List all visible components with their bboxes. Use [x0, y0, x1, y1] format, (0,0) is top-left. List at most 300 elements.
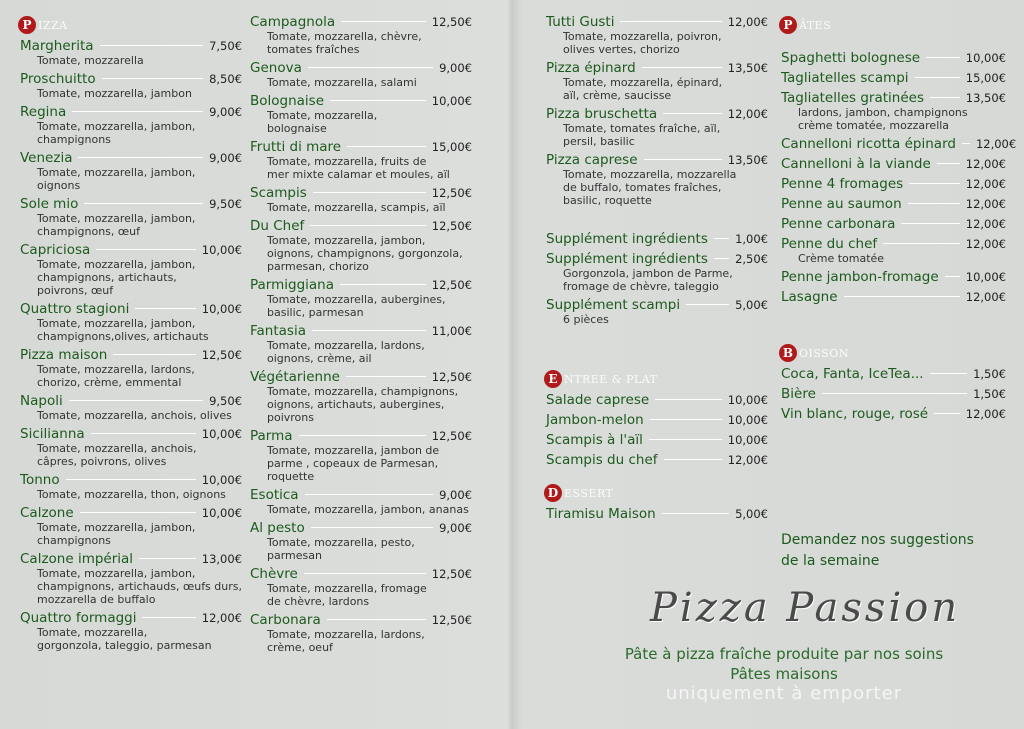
menu-item-name: Coca, Fanta, IceTea...	[781, 366, 924, 382]
menu-item-name: Campagnola	[250, 14, 336, 30]
section-title: OISSON	[799, 347, 849, 360]
menu-item-price: 9,50€	[209, 394, 242, 408]
menu-item	[20, 38, 242, 67]
menu-item-description: 6 pièces	[563, 313, 609, 326]
spacer	[546, 472, 768, 482]
menu-item-name: Frutti di mare	[250, 139, 342, 155]
menu-item-line	[546, 297, 768, 313]
menu-item-description: Tomate, tomates fraîche, aïl,	[563, 122, 721, 135]
menu-item-name: Spaghetti bolognese	[781, 50, 921, 66]
menu-item-description: de buffalo, tomates fraîches,	[563, 181, 722, 194]
menu-item-description: oignons, champignons, gorgonzola,	[267, 247, 463, 260]
menu-item-line	[546, 14, 768, 30]
pizza-list-1	[20, 38, 242, 652]
menu-item-line	[781, 136, 1017, 152]
menu-item-line	[20, 426, 242, 442]
spacer	[546, 330, 768, 368]
menu-item-price: 10,00€	[201, 506, 242, 520]
menu-item-description: basilic, roquette	[563, 194, 652, 207]
menu-item-description: Tomate, mozzarella, jambon,	[37, 212, 196, 225]
leader-line	[926, 57, 960, 58]
menu-item-name: Scampis du chef	[546, 452, 658, 468]
menu-item	[781, 90, 1006, 132]
menu-item-description: champignons	[37, 534, 111, 547]
menu-item-description: câpres, poivrons, olives	[37, 455, 167, 468]
menu-item-name: Cannelloni à la viande	[781, 156, 931, 172]
menu-item	[20, 347, 242, 389]
menu-item-price: 10,00€	[431, 94, 472, 108]
menu-item-price: 10,00€	[201, 302, 242, 316]
pizza-column-2	[250, 14, 472, 658]
menu-item-price: 12,00€	[727, 453, 768, 467]
menu-item-price: 9,00€	[439, 61, 472, 75]
menu-item-description: Tomate, mozzarella,	[267, 109, 378, 122]
leader-line	[714, 238, 729, 239]
leader-line	[308, 67, 433, 68]
menu-item-line	[250, 323, 472, 339]
menu-item-line	[20, 393, 242, 409]
menu-item-name: Esotica	[250, 487, 299, 503]
menu-item-description: Tomate, mozzarella, jambon,	[37, 258, 196, 271]
menu-item	[781, 236, 1006, 265]
menu-item	[250, 520, 472, 562]
menu-item-description: poivrons	[267, 411, 314, 424]
leader-line	[934, 413, 960, 414]
menu-item	[250, 60, 472, 89]
menu-item-price: 1,00€	[735, 232, 768, 246]
leader-line	[822, 393, 967, 394]
menu-item-price: 12,50€	[431, 278, 472, 292]
menu-item-line	[781, 50, 1006, 66]
menu-item-name: Supplément ingrédients	[546, 231, 708, 247]
leader-line	[930, 97, 960, 98]
menu-item-price: 12,00€	[965, 217, 1006, 231]
menu-item-price: 9,00€	[439, 488, 472, 502]
menu-item-line	[546, 412, 768, 428]
menu-item-price: 10,00€	[965, 51, 1006, 65]
section-title: IZZA	[38, 19, 68, 32]
menu-item-name: Quattro formaggi	[20, 610, 137, 626]
menu-item-name: Parma	[250, 428, 293, 444]
menu-item-price: 12,50€	[431, 567, 472, 581]
menu-item-description: mer mixte calamar et moules, aïl	[267, 168, 450, 181]
menu-item-line	[20, 347, 242, 363]
menu-item-name: Fantasia	[250, 323, 306, 339]
menu-item-description: poivrons, œuf	[37, 284, 114, 297]
menu-item-price: 13,00€	[201, 552, 242, 566]
menu-item-price: 9,00€	[439, 521, 472, 535]
leader-line	[340, 284, 426, 285]
leader-line	[304, 573, 426, 574]
pizza-list-3	[546, 14, 768, 207]
menu-item-price: 15,00€	[431, 140, 472, 154]
menu-item-line	[546, 106, 768, 122]
menu-item-description: champignons,olives, artichauts	[37, 330, 209, 343]
menu-item-description: Tomate, mozzarella, jambon,	[267, 234, 426, 247]
menu-item-description: Tomate, mozzarella, jambon,	[37, 166, 196, 179]
menu-item	[20, 150, 242, 192]
menu-item-name: Jambon-melon	[546, 412, 644, 428]
boisson-list	[781, 366, 1006, 422]
menu-item-name: Regina	[20, 104, 67, 120]
leader-line	[80, 512, 196, 513]
pizza-list-2	[250, 14, 472, 654]
menu-item-description: crème, oeuf	[267, 641, 333, 654]
menu-item-line	[250, 369, 472, 385]
spacer	[546, 211, 768, 231]
menu-item-name: Cannelloni ricotta épinard	[781, 136, 956, 152]
pizza-column-1	[20, 14, 242, 656]
menu-item	[20, 71, 242, 100]
suggestion-line-2: de la semaine	[781, 553, 880, 569]
menu-item-name: Margherita	[20, 38, 94, 54]
leader-line	[930, 373, 967, 374]
leader-line	[937, 163, 960, 164]
menu-item	[250, 369, 472, 424]
leader-line	[662, 513, 729, 514]
menu-item-price: 12,00€	[965, 177, 1006, 191]
leader-line	[650, 419, 722, 420]
menu-item-description: parmesan, chorizo	[267, 260, 369, 273]
weekly-suggestion	[781, 530, 1001, 572]
menu-item	[781, 196, 1006, 212]
menu-item-description: Tomate, mozzarella, champignons,	[267, 385, 459, 398]
menu-item-description: Tomate, mozzarella, lardons,	[267, 339, 425, 352]
menu-item-name: Penne au saumon	[781, 196, 902, 212]
leader-line	[299, 435, 426, 436]
leader-line	[69, 400, 203, 401]
menu-item	[546, 106, 768, 148]
menu-item-description: bolognaise	[267, 122, 327, 135]
menu-item-name: Pizza maison	[20, 347, 108, 363]
menu-item-line	[546, 231, 768, 247]
menu-item-description: Crème tomatée	[798, 252, 885, 265]
menu-item-description: Tomate, mozzarella, mozzarella	[563, 168, 737, 181]
menu-item-price: 12,50€	[201, 348, 242, 362]
menu-item-line	[250, 612, 472, 628]
leader-line	[84, 203, 203, 204]
menu-item-price: 12,00€	[965, 290, 1006, 304]
menu-item-name: Calzone	[20, 505, 74, 521]
leader-line	[962, 143, 970, 144]
menu-item	[20, 426, 242, 468]
menu-item	[250, 323, 472, 365]
menu-item-price: 12,00€	[965, 407, 1006, 421]
leader-line	[330, 100, 426, 101]
section-badge: D	[544, 484, 562, 502]
menu-item-line	[20, 196, 242, 212]
menu-item-name: Penne 4 fromages	[781, 176, 904, 192]
menu-item-name: Bière	[781, 386, 816, 402]
menu-item-description: oignons	[37, 179, 81, 192]
menu-item-price: 9,50€	[209, 197, 242, 211]
menu-item-name: Quattro stagioni	[20, 301, 130, 317]
menu-item	[250, 566, 472, 608]
menu-item	[20, 104, 242, 146]
menu-item	[546, 251, 768, 293]
menu-item-price: 12,50€	[431, 219, 472, 233]
pates-column	[781, 14, 1017, 426]
menu-item-description: parme , copeaux de Parmesan,	[267, 457, 439, 470]
menu-item-price: 12,00€	[965, 197, 1006, 211]
menu-item	[250, 185, 472, 214]
menu-item	[781, 156, 1006, 172]
menu-item-name: Penne du chef	[781, 236, 878, 252]
menu-item-description: basilic, parmesan	[267, 306, 364, 319]
menu-item-price: 12,00€	[975, 137, 1017, 151]
menu-item-line	[781, 156, 1006, 172]
menu-item	[20, 301, 242, 343]
menu-item-price: 10,00€	[201, 473, 242, 487]
menu-item-line	[250, 520, 472, 536]
leader-line	[100, 45, 204, 46]
menu-item-name: Napoli	[20, 393, 63, 409]
menu-item-line	[250, 139, 472, 155]
menu-item-price: 10,00€	[727, 393, 768, 407]
menu-item-name: Pizza caprese	[546, 152, 638, 168]
menu-item	[250, 93, 472, 135]
menu-item-description: Gorgonzola, jambon de Parme,	[563, 267, 733, 280]
menu-item-line	[20, 505, 242, 521]
menu-item-line	[781, 289, 1006, 305]
menu-item-description: Tomate, mozzarella, jambon,	[37, 567, 196, 580]
menu-item-name: Tonno	[20, 472, 60, 488]
leader-line	[655, 399, 722, 400]
menu-item-description: tomates fraîches	[267, 43, 360, 56]
menu-item-price: 15,00€	[965, 71, 1006, 85]
menu-item-description: olives vertes, chorizo	[563, 43, 680, 56]
menu-item-description: oignons, crème, ail	[267, 352, 372, 365]
menu-item	[20, 505, 242, 547]
menu-item-description: Tomate, mozzarella, scampis, aïl	[267, 201, 446, 214]
menu-item-price: 12,50€	[431, 186, 472, 200]
menu-item	[781, 289, 1006, 305]
leader-line	[663, 113, 722, 114]
menu-item	[20, 393, 242, 422]
leader-line	[102, 78, 203, 79]
menu-item-description: Tomate, mozzarella, jambon de	[267, 444, 440, 457]
menu-item	[546, 506, 768, 522]
leader-line	[311, 527, 433, 528]
menu-item	[546, 412, 768, 428]
leader-line	[313, 192, 426, 193]
tagline-line-2: Pâtes maisons	[730, 665, 838, 683]
spacer	[781, 309, 1006, 342]
menu-item-line	[250, 93, 472, 109]
menu-item-name: Genova	[250, 60, 302, 76]
tagline-line-3: uniquement à emporter	[665, 683, 903, 704]
menu-item-line	[781, 176, 1006, 192]
leader-line	[78, 157, 203, 158]
leader-line	[844, 296, 960, 297]
menu-item-price: 8,50€	[209, 72, 242, 86]
menu-item-name: Al pesto	[250, 520, 305, 536]
menu-item-line	[20, 104, 242, 120]
menu-item-name: Pizza épinard	[546, 60, 636, 76]
menu-item-price: 12,50€	[431, 15, 472, 29]
leader-line	[915, 77, 960, 78]
menu-item-price: 10,00€	[727, 433, 768, 447]
menu-item	[250, 139, 472, 181]
menu-item-description: champignons	[37, 133, 111, 146]
menu-item-description: Tomate, mozzarella, lardons,	[267, 628, 425, 641]
menu-item-name: Végétarienne	[250, 369, 340, 385]
menu-item-line	[781, 90, 1006, 106]
menu-item	[20, 551, 242, 606]
menu-item-line	[781, 236, 1006, 252]
menu-item-line	[781, 70, 1006, 86]
menu-item-line	[546, 506, 768, 522]
menu-item-description: chorizo, crème, emmental	[37, 376, 182, 389]
section-title: NTREE & PLAT	[564, 373, 658, 386]
menu-item-description: champignons, artichauds, œufs durs,	[37, 580, 242, 593]
menu-item-name: Calzone impérial	[20, 551, 134, 567]
brand-logo: Pizza Passion	[650, 585, 961, 631]
menu-item-price: 10,00€	[727, 413, 768, 427]
menu-item-line	[781, 406, 1006, 422]
menu-item-line	[250, 566, 472, 582]
section-title: ÂTES	[799, 19, 832, 32]
menu-item-description: Tomate, mozzarella, anchois,	[37, 442, 197, 455]
menu-item	[781, 70, 1006, 86]
menu-item	[546, 231, 768, 247]
menu-item-name: Tiramisu Maison	[546, 506, 656, 522]
menu-item-name: Proschuitto	[20, 71, 96, 87]
menu-item-line	[250, 428, 472, 444]
menu-item	[250, 218, 472, 273]
menu-item	[20, 472, 242, 501]
section-header-pates	[781, 14, 1006, 36]
menu-item-price: 12,00€	[965, 237, 1006, 251]
menu-item-price: 5,00€	[735, 298, 768, 312]
leader-line	[113, 354, 195, 355]
menu-item-price: 13,50€	[727, 61, 768, 75]
menu-item-price: 13,50€	[727, 153, 768, 167]
menu-item-description: Tomate, mozzarella, jambon,	[37, 521, 196, 534]
menu-item-name: Salade caprese	[546, 392, 650, 408]
menu-item-description: Tomate, mozzarella, anchois, olives	[37, 409, 232, 422]
leader-line	[908, 203, 960, 204]
menu-item-price: 5,00€	[735, 507, 768, 521]
menu-item-description: roquette	[267, 470, 315, 483]
section-header-boisson	[781, 342, 1006, 364]
section-badge: E	[544, 370, 562, 388]
menu-item-line	[546, 60, 768, 76]
section-header-entree	[546, 368, 768, 390]
menu-item-name: Bolognaise	[250, 93, 325, 109]
suggestion-line-1: Demandez nos suggestions	[781, 532, 974, 548]
menu-item-price: 1,50€	[973, 387, 1006, 401]
menu-item-line	[250, 277, 472, 293]
menu-item-description: Tomate, mozzarella, jambon	[37, 87, 192, 100]
entree-list	[546, 392, 768, 468]
menu-item-line	[20, 242, 242, 258]
menu-item-price: 2,50€	[735, 252, 768, 266]
menu-item-name: Scampis à l'aïl	[546, 432, 643, 448]
menu-item-description: Tomate, mozzarella, jambon,	[37, 120, 196, 133]
leader-line	[341, 21, 426, 22]
menu-item-price: 10,00€	[201, 243, 242, 257]
menu-item-line	[250, 14, 472, 30]
menu-item-name: Vin blanc, rouge, rosé	[781, 406, 929, 422]
menu-item-description: lardons, jambon, champignons	[798, 106, 968, 119]
menu-item	[20, 242, 242, 297]
menu-item-description: Tomate, mozzarella, aubergines,	[267, 293, 446, 306]
leader-line	[72, 111, 203, 112]
section-header-pizza	[20, 14, 242, 36]
menu-item-description: Tomate, mozzarella, jambon,	[37, 317, 196, 330]
menu-item-description: Tomate, mozzarella, thon, oignons	[37, 488, 226, 501]
menu-item-description: champignons, artichauts,	[37, 271, 177, 284]
leader-line	[714, 258, 729, 259]
menu-item	[546, 452, 768, 468]
menu-item	[781, 216, 1006, 232]
menu-item-line	[546, 152, 768, 168]
menu-item-line	[781, 386, 1006, 402]
menu-item-name: Tagliatelles scampi	[781, 70, 909, 86]
menu-item-line	[546, 392, 768, 408]
menu-item-description: persil, basilic	[563, 135, 635, 148]
leader-line	[305, 494, 434, 495]
menu-item-description: Tomate, mozzarella, jambon, ananas	[267, 503, 469, 516]
menu-item-price: 12,00€	[727, 15, 768, 29]
menu-item-price: 12,50€	[431, 613, 472, 627]
menu-item-line	[20, 301, 242, 317]
tagline	[566, 644, 1002, 704]
menu-item-name: Tutti Gusti	[546, 14, 615, 30]
menu-item-name: Capriciosa	[20, 242, 91, 258]
menu-item	[546, 152, 768, 207]
menu-item	[781, 50, 1006, 66]
menu-item-price: 10,00€	[201, 427, 242, 441]
menu-item	[546, 432, 768, 448]
menu-item-description: Tomate, mozzarella, poivron,	[563, 30, 722, 43]
menu-item-line	[781, 196, 1006, 212]
menu-item	[781, 406, 1006, 422]
menu-item-name: Du Chef	[250, 218, 305, 234]
menu-item-description: mozzarella de buffalo	[37, 593, 156, 606]
leader-line	[909, 183, 960, 184]
section-header-dessert	[546, 482, 768, 504]
leader-line	[312, 330, 426, 331]
menu-item-name: Sole mio	[20, 196, 79, 212]
menu-item-line	[20, 472, 242, 488]
menu-item-name: Penne jambon-fromage	[781, 269, 939, 285]
menu-item-line	[250, 60, 472, 76]
menu-item-line	[546, 452, 768, 468]
menu-item-line	[20, 150, 242, 166]
menu-item-description: crème tomatée, mozzarella	[798, 119, 950, 132]
menu-item-description: gorgonzola, taleggio, parmesan	[37, 639, 212, 652]
menu-item-price: 13,50€	[965, 91, 1006, 105]
menu-item-price: 9,00€	[209, 105, 242, 119]
leader-line	[96, 249, 195, 250]
menu-item-description: fromage de chèvre, taleggio	[563, 280, 719, 293]
menu-item-line	[250, 185, 472, 201]
menu-item-description: Tomate, mozzarella, fromage	[267, 582, 427, 595]
menu-item-price: 1,50€	[973, 367, 1006, 381]
section-badge: B	[779, 344, 797, 362]
menu-item	[20, 196, 242, 238]
section-badge: P	[779, 16, 797, 34]
menu-item	[546, 14, 768, 56]
menu-item-line	[546, 251, 768, 267]
menu-item-line	[546, 432, 768, 448]
menu-item-price: 12,50€	[431, 370, 472, 384]
menu-item-name: Sicilianna	[20, 426, 85, 442]
menu-item-name: Supplément ingrédients	[546, 251, 708, 267]
menu-item	[250, 612, 472, 654]
